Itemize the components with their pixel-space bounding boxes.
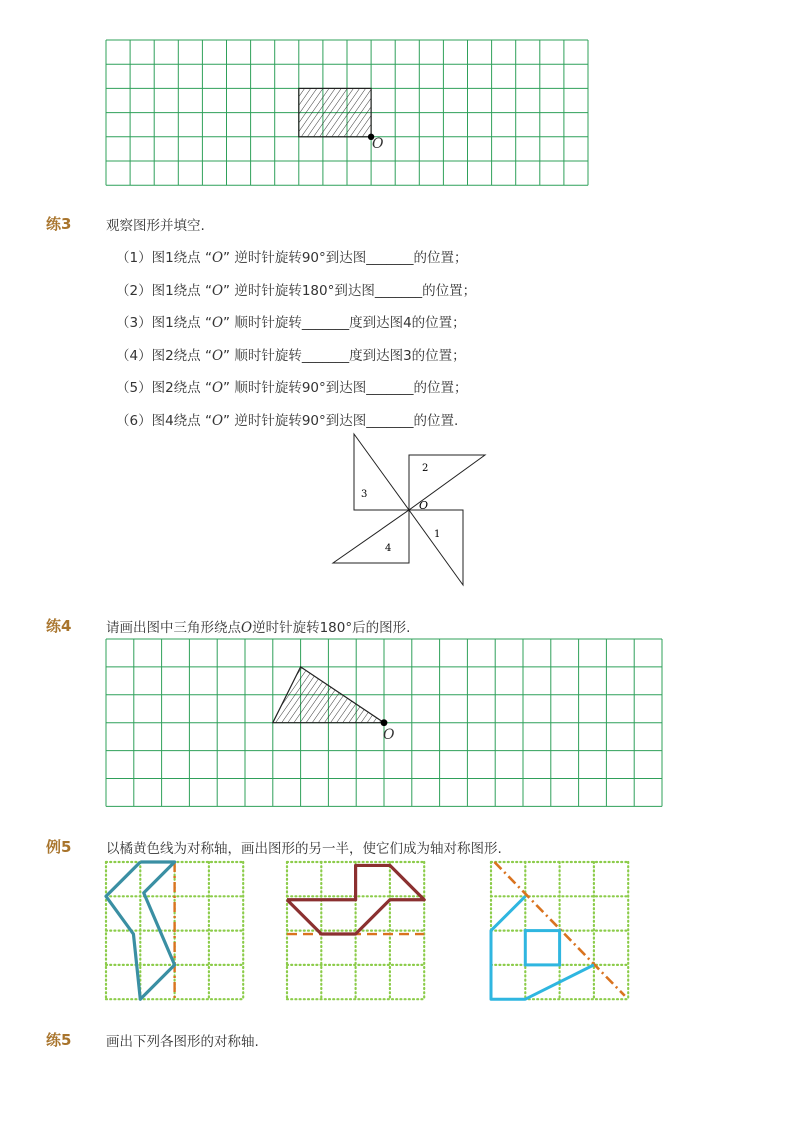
ex3-item-post: ” 顺时针旋转_______度到达图4的位置； bbox=[223, 315, 466, 331]
figure-1-number: 1 bbox=[434, 529, 441, 540]
ex3-item-point-o: O bbox=[211, 250, 224, 266]
ex3-item-point-o: O bbox=[211, 283, 224, 299]
top-grid-point-label: O bbox=[372, 136, 384, 152]
ex4-label: 练4 bbox=[46, 617, 72, 635]
half-figure-3-square bbox=[525, 931, 559, 965]
ex3-item-point-o: O bbox=[211, 315, 224, 331]
ex5a-label: 例5 bbox=[46, 838, 72, 856]
ex4-text-post: 逆时针旋转180°后的图形. bbox=[252, 620, 411, 636]
ex3-item-post: ” 顺时针旋转90°到达图_______的位置； bbox=[223, 380, 468, 396]
ex3-label: 练3 bbox=[46, 215, 72, 233]
ex3-item-post: ” 逆时针旋转90°到达图_______的位置. bbox=[223, 413, 459, 429]
figure-2-number: 2 bbox=[422, 463, 429, 474]
ex4-text-pre: 请画出图中三角形绕点 bbox=[106, 620, 241, 636]
ex4-point-o: O bbox=[241, 620, 253, 636]
figure-4-number: 4 bbox=[385, 543, 392, 554]
ex3-item-pre: （3）图1绕点 “ bbox=[116, 315, 212, 331]
ex3-item-point-o: O bbox=[211, 413, 224, 429]
ex3-item-pre: （2）图1绕点 “ bbox=[116, 283, 212, 299]
pinwheel-center-label: O bbox=[419, 499, 429, 512]
ex3-title: 观察图形并填空. bbox=[106, 218, 205, 234]
ex3-item-post: ” 逆时针旋转90°到达图_______的位置； bbox=[223, 250, 468, 266]
ex3-item-pre: （5）图2绕点 “ bbox=[116, 380, 212, 396]
ex3-item-pre: （4）图2绕点 “ bbox=[116, 348, 212, 364]
ex3-item-point-o: O bbox=[211, 380, 224, 396]
ex4-grid-point-label: O bbox=[383, 727, 395, 743]
half-figure-2 bbox=[287, 865, 424, 934]
ex3-item-post: ” 顺时针旋转_______度到达图3的位置； bbox=[223, 348, 466, 364]
ex3-item-pre: （1）图1绕点 “ bbox=[116, 250, 212, 266]
ex5b-label: 练5 bbox=[46, 1031, 72, 1049]
ex5a-instruction: 以橘黄色线为对称轴，画出图形的另一半，使它们成为轴对称图形. bbox=[106, 841, 502, 857]
ex3-item-point-o: O bbox=[211, 348, 224, 364]
ex3-item-pre: （6）图4绕点 “ bbox=[116, 413, 212, 429]
figure-3-number: 3 bbox=[361, 489, 368, 500]
ex3-item-post: ” 逆时针旋转180°到达图_______的位置； bbox=[223, 283, 477, 299]
ex5b-instruction: 画出下列各图形的对称轴. bbox=[106, 1034, 259, 1050]
